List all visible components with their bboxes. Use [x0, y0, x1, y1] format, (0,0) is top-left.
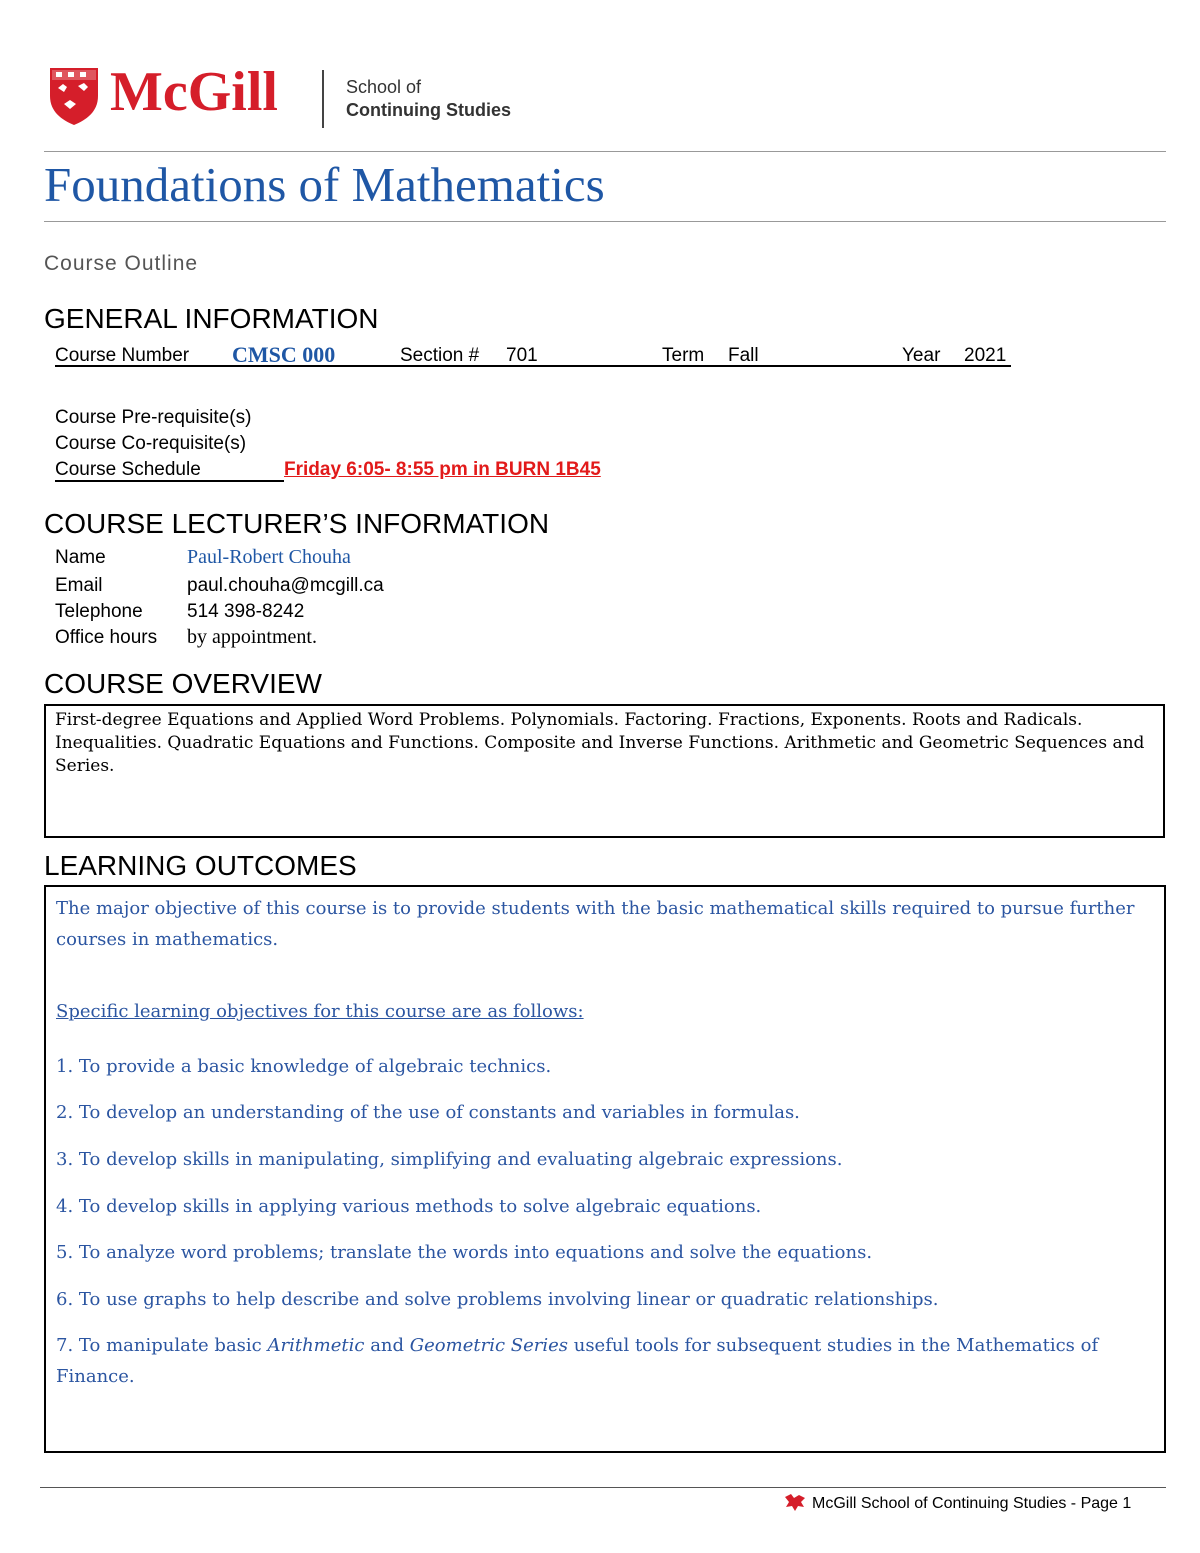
outcome-7-italic: Geometric Series: [409, 1335, 568, 1356]
outcomes-box: [44, 885, 1166, 1453]
outcome-item: 1. To provide a basic knowledge of algebraic technics.: [56, 1056, 552, 1077]
lecturer-heading: COURSE LECTURER’S INFORMATION: [44, 508, 550, 539]
lecturer-name: Paul-Robert Chouha: [187, 546, 351, 568]
name-label: Name: [55, 547, 106, 568]
term-label: Term: [662, 345, 705, 366]
title-rule: [44, 221, 1166, 222]
lecturer-email: paul.chouha@mcgill.ca: [187, 575, 384, 596]
outcome-7-part: useful tools for subsequent studies in the Mathematics of: [568, 1335, 1099, 1356]
logo-divider: [322, 70, 324, 128]
general-info-heading: GENERAL INFORMATION: [44, 303, 379, 334]
office-hours-label: Office hours: [55, 627, 158, 648]
outcomes-heading: LEARNING OUTCOMES: [44, 850, 357, 881]
course-number-label: Course Number: [55, 345, 190, 366]
overview-text: First-degree Equations and Applied Word Problems. Polynomials. Factoring. Fractions, Exponents. Roots and Radicals. Inequalities. Quadratic Equations and Functions. Composite and Inverse Functions. Arithmetic and Geometric Sequences and Series.: [55, 710, 1145, 776]
mcgill-shield-icon: [48, 66, 100, 126]
schedule-underline: [55, 480, 284, 482]
office-hours-value: by appointment.: [187, 626, 317, 648]
course-number-value: CMSC 000: [232, 342, 336, 367]
outcome-item: 5. To analyze word problems; translate the words into equations and solve the equations.: [56, 1242, 873, 1263]
school-name: [346, 76, 511, 122]
footer-rule: [40, 1487, 1166, 1488]
outcome-item-7: [56, 1335, 1098, 1356]
outcome-item: 6. To use graphs to help describe and solve problems involving linear or quadratic relationships.: [56, 1289, 939, 1310]
page-title: Foundations of Mathematics: [44, 157, 605, 212]
schedule-label: Course Schedule: [55, 459, 201, 480]
page-footer: [784, 1493, 1131, 1513]
schedule-value: Friday 6:05- 8:55 pm in BURN 1B45: [284, 459, 601, 480]
mcgill-wordmark: McGill: [110, 61, 278, 123]
outcome-7-continuation: Finance.: [56, 1366, 135, 1387]
year-value: 2021: [964, 345, 1007, 366]
overview-heading: COURSE OVERVIEW: [44, 668, 322, 699]
outcome-item: 4. To develop skills in applying various methods to solve algebraic equations.: [56, 1196, 762, 1217]
email-label: Email: [55, 575, 103, 596]
general-info-row: [55, 343, 1011, 367]
school-line1: School of: [346, 77, 422, 97]
page-subtitle: Course Outline: [44, 252, 199, 275]
mcgill-martlet-icon: [784, 1493, 806, 1511]
prereq-label: Course Pre-requisite(s): [55, 407, 252, 428]
section-value: 701: [506, 345, 538, 366]
outcome-item: 3. To develop skills in manipulating, simplifying and evaluating algebraic expressions.: [56, 1149, 843, 1170]
outcome-7-part: and: [364, 1335, 410, 1356]
term-value: Fall: [728, 345, 759, 366]
year-label: Year: [902, 345, 941, 366]
outcomes-intro: The major objective of this course is to provide students with the basic mathematical skills required to pursue further courses in mathematics.: [56, 898, 1135, 950]
outcome-item: 2. To develop an understanding of the use of constants and variables in formulas.: [56, 1102, 800, 1123]
overview-box: [44, 704, 1165, 838]
school-line2: Continuing Studies: [346, 100, 511, 120]
section-label: Section #: [400, 345, 480, 366]
footer-text: McGill School of Continuing Studies - Page 1: [812, 1495, 1132, 1512]
lecturer-telephone: 514 398-8242: [187, 601, 305, 622]
outcome-7-part: 7. To manipulate basic: [56, 1335, 268, 1356]
telephone-label: Telephone: [55, 601, 143, 622]
coreq-label: Course Co-requisite(s): [55, 433, 247, 454]
outcomes-specific-heading: Specific learning objectives for this course are as follows:: [56, 1001, 584, 1022]
outcome-7-italic: Arithmetic: [267, 1335, 365, 1356]
header-rule: [44, 151, 1166, 152]
